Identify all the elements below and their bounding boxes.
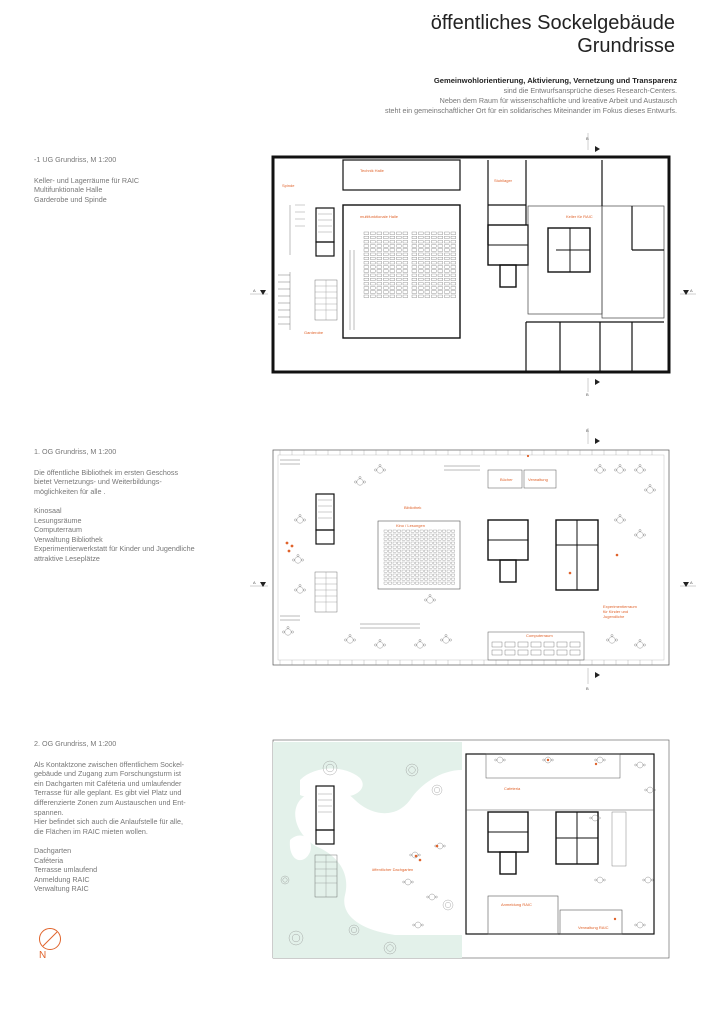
page-subtitle: Grundrisse xyxy=(577,35,675,57)
marker-b: B xyxy=(586,136,589,141)
og2-intro: differenzierte Zonen zum Austauschen und Ent- xyxy=(34,797,186,807)
marker-a: A xyxy=(253,288,256,293)
og1-item: Computerraum xyxy=(34,525,82,535)
ug-heading: -1 UG Grundriss, M 1:200 xyxy=(34,155,117,164)
og2-item: Caféteria xyxy=(34,855,64,865)
og1-item: Kinosaal xyxy=(34,505,62,515)
compass-icon xyxy=(38,927,62,951)
label-lager: Stuhllager xyxy=(494,178,513,183)
label-garderobe: Garderobe xyxy=(304,330,324,335)
og2-intro: die Flächen im RAIC mieten wollen. xyxy=(34,826,148,836)
label-technik: Technik Halle xyxy=(360,168,384,173)
intro-line: sind die Entwurfsansprüche dieses Research-Centers. xyxy=(503,86,677,95)
ug-item: Keller- und Lagerräume für RAIC xyxy=(34,175,140,185)
label-dachgarten: öffentlicher Dachgarten xyxy=(372,867,414,872)
og1-item: attraktive Leseplätze xyxy=(34,553,100,563)
og1-intro: bietet Vernetzungs- und Weiterbildungs- xyxy=(34,477,162,487)
marker-b: B xyxy=(586,686,589,691)
og2-item: Dachgarten xyxy=(34,845,72,855)
label-experiment: Jugendliche xyxy=(603,614,625,619)
ug-item: Garderobe und Spinde xyxy=(34,194,107,204)
label-verwaltung: Verwaltung RAIC xyxy=(578,925,609,930)
og2-intro: ein Dachgarten mit Caféteria und umlaufender xyxy=(34,778,182,788)
intro-line: Neben dem Raum für wissenschaftliche und kreative Arbeit und Austausch xyxy=(439,96,677,105)
label-keller: Keller für RAIC xyxy=(566,214,593,219)
og2-item: Verwaltung RAIC xyxy=(34,884,89,894)
og1-item: Experimentierwerkstatt für Kinder und Jugendliche xyxy=(34,544,195,554)
page-title: öffentliches Sockelgebäude xyxy=(430,12,675,34)
intro-headline: Gemeinwohlorientierung, Aktivierung, Vernetzung und Transparenz xyxy=(433,76,677,85)
og1-item: Verwaltung Bibliothek xyxy=(34,534,103,544)
og2-item: Terrasse umlaufend xyxy=(34,865,98,875)
og2-intro: gebäude und Zugang zum Forschungsturm ist xyxy=(34,769,182,779)
marker-a: A xyxy=(253,580,256,585)
marker-b: B xyxy=(586,392,589,397)
og2-intro: spannen. xyxy=(34,807,64,817)
label-experiment: für Kinder und xyxy=(603,609,629,614)
og1-item: Lesungsräume xyxy=(34,515,82,525)
og2-heading: 2. OG Grundriss, M 1:200 xyxy=(34,739,117,748)
og2-item: Anmeldung RAIC xyxy=(34,874,90,884)
marker-a: A xyxy=(690,580,693,585)
label-anmeldung: Anmeldung RAIC xyxy=(501,902,532,907)
og2-intro: Terrasse für alle geplant. Es gibt viel Platz und xyxy=(34,788,182,798)
ug-item: Multifunktionale Halle xyxy=(34,185,103,195)
marker-a: A xyxy=(690,288,693,293)
og1-heading: 1. OG Grundriss, M 1:200 xyxy=(34,447,117,456)
marker-b: B xyxy=(586,428,589,433)
label-buecher: Bücher xyxy=(500,477,513,482)
label-halle: multifunktionale Halle xyxy=(360,214,399,219)
og2-intro: Als Kontaktzone zwischen öffentlichem Sockel- xyxy=(34,759,185,769)
label-kino: Kino / Lesungen xyxy=(396,523,425,528)
og2-intro: Hier befindet sich auch die Anlaufstelle für alle, xyxy=(34,817,184,827)
label-computer: Computerraum xyxy=(526,633,553,638)
intro-line: steht ein gemeinschaftlicher Ort für ein solidarisches Miteinander im Fokus dieses Entwurfs. xyxy=(384,106,677,115)
label-cafeteria: Cafeteria xyxy=(504,786,521,791)
og1-intro: Die öffentliche Bibliothek im ersten Geschoss xyxy=(34,467,179,477)
label-spinde: Spinde xyxy=(282,183,295,188)
label-bibliothek: Bibliothek xyxy=(404,505,422,510)
label-experiment: Experimentierraum xyxy=(603,604,637,609)
og1-intro: möglichkeiten für alle . xyxy=(34,486,106,496)
label-verwaltung: Verwaltung xyxy=(528,477,548,482)
north-label: N xyxy=(39,950,47,961)
